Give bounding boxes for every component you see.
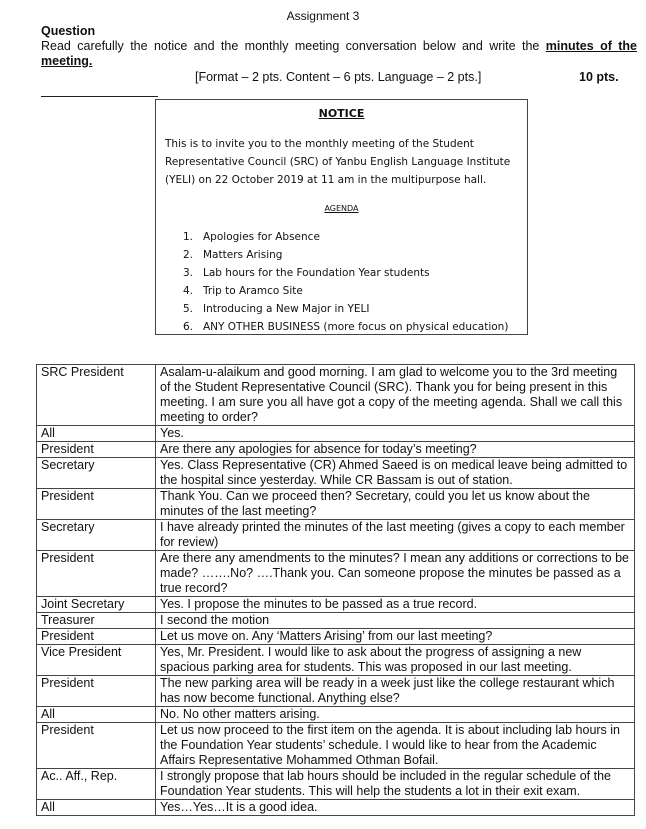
speaker-cell: Treasurer	[37, 613, 156, 629]
instruction-text	[41, 39, 637, 69]
table-row	[37, 629, 635, 645]
dialogue-cell: Yes. I propose the minutes to be passed as a true record.	[156, 597, 635, 613]
dialogue-cell: Are there any amendments to the minutes? I mean any additions or corrections to be made? …….No? ….Thank you. Can someone propose the minutes be passed as a true record?	[156, 551, 635, 597]
agenda-item-number: 5.	[183, 303, 194, 315]
speaker-cell: SRC President	[37, 365, 156, 426]
speaker-cell: All	[37, 800, 156, 816]
agenda-item-text: Apologies for Absence	[203, 231, 320, 243]
question-label: Question	[41, 24, 96, 38]
divider-line	[41, 96, 158, 97]
agenda-item-text: Trip to Aramco Site	[203, 285, 303, 297]
notice-title: NOTICE	[318, 107, 365, 120]
table-row	[37, 800, 635, 816]
instruction-plain: Read carefully the notice and the monthly meeting conversation below and write the	[41, 39, 540, 53]
agenda-item	[183, 264, 508, 282]
table-row	[37, 520, 635, 551]
notice-body: This is to invite you to the monthly meeting of the Student Representative Council (SRC) of Yanbu English Language Institute (YELI) on 22 October 2019 at 11 am in the multipurpose hall.	[165, 138, 511, 186]
dialogue-cell: I have already printed the minutes of the last meeting (gives a copy to each member for review)	[156, 520, 635, 551]
dialogue-cell: Thank You. Can we proceed then? Secretary, could you let us know about the minutes of the last meeting?	[156, 489, 635, 520]
agenda-item	[183, 318, 508, 336]
agenda-item-number: 4.	[183, 285, 194, 297]
speaker-cell: Vice President	[37, 645, 156, 676]
notice-box	[155, 99, 528, 335]
agenda-item-number: 6.	[183, 321, 194, 333]
dialogue-cell: Let us move on. Any ‘Matters Arising’ from our last meeting?	[156, 629, 635, 645]
table-row	[37, 707, 635, 723]
table-row	[37, 442, 635, 458]
dialogue-cell: Yes…Yes…It is a good idea.	[156, 800, 635, 816]
agenda-item	[183, 282, 508, 300]
table-row	[37, 597, 635, 613]
total-points: 10 pts.	[579, 70, 619, 84]
agenda-item-text: ANY OTHER BUSINESS (more focus on physical education)	[203, 321, 509, 333]
dialogue-cell: Yes.	[156, 426, 635, 442]
dialogue-cell: The new parking area will be ready in a week just like the college restaurant which has now become functional. Anything else?	[156, 676, 635, 707]
table-row	[37, 613, 635, 629]
agenda-item-number: 3.	[183, 267, 194, 279]
table-row	[37, 426, 635, 442]
agenda-list	[183, 228, 508, 336]
dialogue-cell: Asalam-u-alaikum and good morning. I am glad to welcome you to the 3rd meeting of the Student Representative Council (SRC). Thank you for being present in this meeting. I am sure you all have got a copy of the meeting agenda. Shall we call this meeting to order?	[156, 365, 635, 426]
table-row	[37, 365, 635, 426]
dialogue-cell: Yes, Mr. President. I would like to ask about the progress of assigning a new spacious parking area for students. This was proposed in our last meeting.	[156, 645, 635, 676]
grading-format: [Format – 2 pts. Content – 6 pts. Language – 2 pts.]	[195, 70, 482, 84]
agenda-item	[183, 300, 508, 318]
table-row	[37, 676, 635, 707]
table-row	[37, 645, 635, 676]
speaker-cell: Secretary	[37, 520, 156, 551]
speaker-cell: President	[37, 723, 156, 769]
agenda-item-text: Matters Arising	[203, 249, 283, 261]
speaker-cell: President	[37, 442, 156, 458]
agenda-item-text: Introducing a New Major in YELI	[203, 303, 370, 315]
speaker-cell: Ac.. Aff., Rep.	[37, 769, 156, 800]
speaker-cell: Secretary	[37, 458, 156, 489]
agenda-title: AGENDA	[324, 204, 359, 213]
table-row	[37, 458, 635, 489]
speaker-cell: All	[37, 707, 156, 723]
instruction-emphasis: minutes of the meeting.	[41, 39, 638, 68]
speaker-cell: All	[37, 426, 156, 442]
meeting-conversation-table	[36, 364, 635, 816]
agenda-item	[183, 246, 508, 264]
speaker-cell: President	[37, 676, 156, 707]
dialogue-cell: Are there any apologies for absence for today’s meeting?	[156, 442, 635, 458]
speaker-cell: President	[37, 629, 156, 645]
table-row	[37, 489, 635, 520]
agenda-item-text: Lab hours for the Foundation Year students	[203, 267, 430, 279]
speaker-cell: President	[37, 489, 156, 520]
agenda-item	[183, 228, 508, 246]
table-row	[37, 769, 635, 800]
speaker-cell: Joint Secretary	[37, 597, 156, 613]
dialogue-cell: I strongly propose that lab hours should be included in the regular schedule of the Foundation Year students. This will help the students a lot in their exit exam.	[156, 769, 635, 800]
table-row	[37, 723, 635, 769]
dialogue-cell: I second the motion	[156, 613, 635, 629]
agenda-item-number: 2.	[183, 249, 194, 261]
agenda-item-number: 1.	[183, 231, 194, 243]
dialogue-cell: Yes. Class Representative (CR) Ahmed Saeed is on medical leave being admitted to the hospital since yesterday. While CR Bassam is out of station.	[156, 458, 635, 489]
assignment-title: Assignment 3	[286, 9, 360, 23]
dialogue-cell: Let us now proceed to the first item on the agenda. It is about including lab hours in the Foundation Year students’ schedule. I would like to hear from the Academic Affairs Representative Mohammed Othman Bofail.	[156, 723, 635, 769]
speaker-cell: President	[37, 551, 156, 597]
dialogue-cell: No. No other matters arising.	[156, 707, 635, 723]
table-row	[37, 551, 635, 597]
